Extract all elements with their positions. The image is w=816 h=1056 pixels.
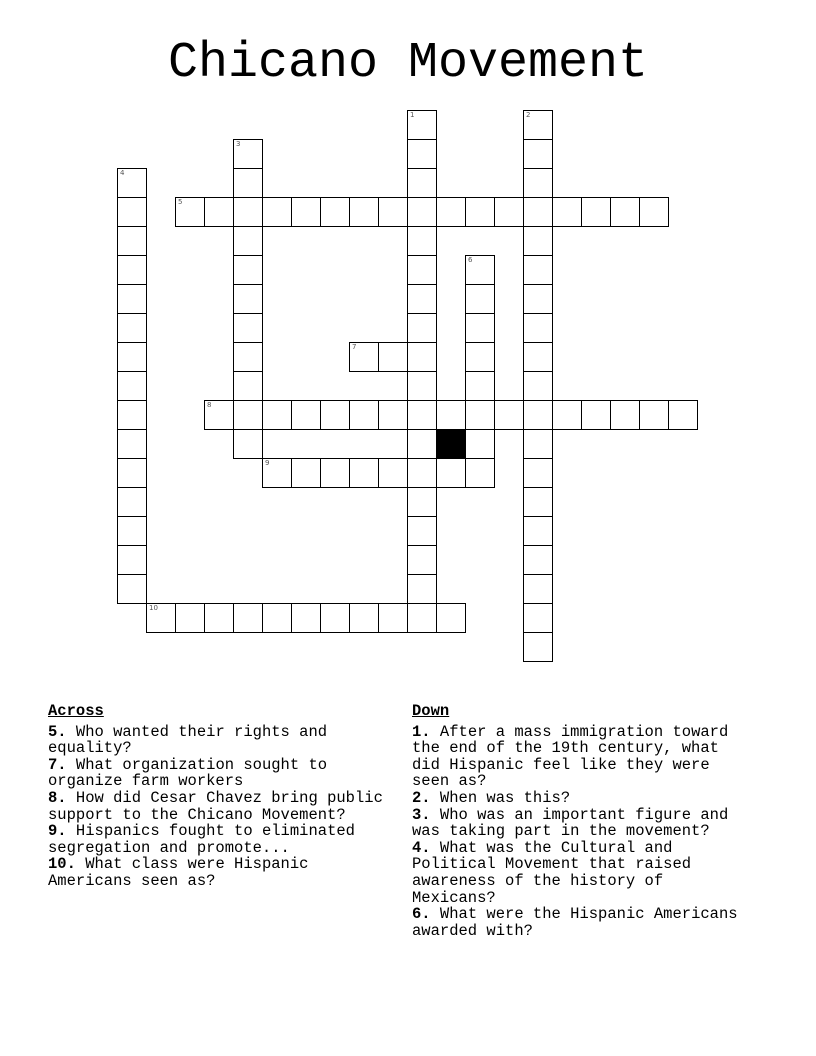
grid-cell[interactable] <box>291 400 321 430</box>
grid-cell[interactable] <box>523 284 553 314</box>
grid-cell[interactable] <box>523 574 553 604</box>
grid-cell[interactable] <box>523 371 553 401</box>
grid-cell[interactable] <box>407 487 437 517</box>
grid-cell[interactable] <box>465 284 495 314</box>
grid-cell[interactable] <box>117 284 147 314</box>
grid-cell[interactable] <box>378 342 408 372</box>
grid-cell[interactable] <box>465 400 495 430</box>
down-clue: 4. What was the Cultural and Political Movement that raised awareness of the history of Mexicans? <box>412 838 692 907</box>
grid-cell[interactable] <box>407 110 437 140</box>
grid-cell[interactable] <box>523 110 553 140</box>
clue-number: 3 <box>236 140 241 148</box>
grid-cell[interactable] <box>262 458 292 488</box>
grid-cell[interactable] <box>465 429 495 459</box>
grid-cell[interactable] <box>407 313 437 343</box>
grid-cell[interactable] <box>436 400 466 430</box>
grid-cell[interactable] <box>436 197 466 227</box>
grid-cell[interactable] <box>233 284 263 314</box>
grid-cell[interactable] <box>378 458 408 488</box>
grid-cell[interactable] <box>523 168 553 198</box>
grid-cell[interactable] <box>581 197 611 227</box>
grid-cell[interactable] <box>465 255 495 285</box>
grid-cell[interactable] <box>117 545 147 575</box>
grid-cell[interactable] <box>117 313 147 343</box>
grid-cell[interactable] <box>233 342 263 372</box>
grid-cell[interactable] <box>349 342 379 372</box>
grid-cell[interactable] <box>233 139 263 169</box>
grid-cell[interactable] <box>233 168 263 198</box>
grid-cell[interactable] <box>349 197 379 227</box>
grid-cell[interactable] <box>523 603 553 633</box>
down-clue: 1. After a mass immigration toward the end of the 19th century, what did Hispanic feel like they were seen as? <box>412 722 729 791</box>
grid-cell[interactable] <box>523 313 553 343</box>
grid-cell[interactable] <box>117 197 147 227</box>
grid-cell[interactable] <box>407 603 437 633</box>
grid-cell[interactable] <box>523 400 553 430</box>
grid-cell[interactable] <box>436 603 466 633</box>
grid-cell[interactable] <box>262 400 292 430</box>
grid-cell[interactable] <box>117 487 147 517</box>
grid-cell[interactable] <box>117 168 147 198</box>
grid-cell[interactable] <box>465 371 495 401</box>
grid-cell[interactable] <box>523 226 553 256</box>
across-clue: 8. How did Cesar Chavez bring public support to the Chicano Movement? <box>48 788 383 824</box>
grid-cell[interactable] <box>117 516 147 546</box>
grid-cell[interactable] <box>523 197 553 227</box>
grid-cell[interactable] <box>320 603 350 633</box>
across-heading: Across <box>48 702 104 720</box>
grid-cell[interactable] <box>465 313 495 343</box>
across-clues <box>48 703 398 890</box>
clue-number: 1 <box>410 111 415 119</box>
grid-cell[interactable] <box>378 400 408 430</box>
across-clue: 9. Hispanics fought to eliminated segregation and promote... <box>48 822 355 857</box>
grid-cell[interactable] <box>407 284 437 314</box>
grid-cell[interactable] <box>117 574 147 604</box>
grid-cell[interactable] <box>407 429 437 459</box>
grid-cell[interactable] <box>436 458 466 488</box>
black-cell <box>436 429 466 459</box>
across-clue: 5. Who wanted their rights and equality? <box>48 722 328 758</box>
clue-number: 6 <box>468 256 473 264</box>
grid-cell[interactable] <box>378 603 408 633</box>
grid-cell[interactable] <box>407 342 437 372</box>
grid-cell[interactable] <box>494 197 524 227</box>
grid-cell[interactable] <box>291 197 321 227</box>
grid-cell[interactable] <box>552 400 582 430</box>
clue-number: 4 <box>120 169 125 177</box>
grid-cell[interactable] <box>146 603 176 633</box>
grid-cell[interactable] <box>233 313 263 343</box>
grid-cell[interactable] <box>320 458 350 488</box>
grid-cell[interactable] <box>117 342 147 372</box>
grid-cell[interactable] <box>523 429 553 459</box>
grid-cell[interactable] <box>117 458 147 488</box>
grid-cell[interactable] <box>523 545 553 575</box>
grid-cell[interactable] <box>204 603 234 633</box>
grid-cell[interactable] <box>233 371 263 401</box>
grid-cell[interactable] <box>610 197 640 227</box>
across-clue: 10. What class were Hispanic Americans seen as? <box>48 855 309 890</box>
grid-cell[interactable] <box>204 197 234 227</box>
grid-cell[interactable] <box>494 400 524 430</box>
clue-number: 7 <box>352 343 357 351</box>
grid-cell[interactable] <box>320 197 350 227</box>
clue-number: 10 <box>149 604 158 612</box>
grid-cell[interactable] <box>668 400 698 430</box>
grid-cell[interactable] <box>523 632 553 662</box>
grid-cell[interactable] <box>581 400 611 430</box>
grid-cell[interactable] <box>407 371 437 401</box>
grid-cell[interactable] <box>639 400 669 430</box>
grid-cell[interactable] <box>407 545 437 575</box>
grid-cell[interactable] <box>407 574 437 604</box>
grid-cell[interactable] <box>523 139 553 169</box>
grid-cell[interactable] <box>378 197 408 227</box>
grid-cell[interactable] <box>262 603 292 633</box>
grid-cell[interactable] <box>610 400 640 430</box>
grid-cell[interactable] <box>465 197 495 227</box>
grid-cell[interactable] <box>175 197 205 227</box>
clue-number: 5 <box>178 198 183 206</box>
grid-cell[interactable] <box>523 342 553 372</box>
grid-cell[interactable] <box>117 371 147 401</box>
grid-cell[interactable] <box>117 255 147 285</box>
grid-cell[interactable] <box>407 139 437 169</box>
down-heading: Down <box>412 702 450 720</box>
grid-cell[interactable] <box>233 226 263 256</box>
grid-cell[interactable] <box>117 429 147 459</box>
down-clue-list <box>412 724 742 940</box>
grid-cell[interactable] <box>523 516 553 546</box>
grid-cell[interactable] <box>262 197 292 227</box>
grid-cell[interactable] <box>407 458 437 488</box>
grid-cell[interactable] <box>233 255 263 285</box>
grid-cell[interactable] <box>407 400 437 430</box>
down-clue: 6. What were the Hispanic Americans awarded with? <box>412 905 738 940</box>
grid-cell[interactable] <box>291 603 321 633</box>
clue-number: 9 <box>265 459 270 467</box>
clue-number: 2 <box>526 111 531 119</box>
clue-number: 8 <box>207 401 212 409</box>
grid-cell[interactable] <box>523 458 553 488</box>
grid-cell[interactable] <box>175 603 205 633</box>
grid-cell[interactable] <box>407 226 437 256</box>
grid-cell[interactable] <box>349 603 379 633</box>
across-clue: 7. What organization sought to organize farm workers <box>48 755 328 791</box>
grid-cell[interactable] <box>233 400 263 430</box>
grid-cell[interactable] <box>233 429 263 459</box>
grid-cell[interactable] <box>465 458 495 488</box>
down-clue: 2. When was this? <box>412 788 571 807</box>
grid-cell[interactable] <box>639 197 669 227</box>
grid-cell[interactable] <box>204 400 234 430</box>
grid-cell[interactable] <box>552 197 582 227</box>
grid-cell[interactable] <box>117 226 147 256</box>
down-clues <box>412 703 742 939</box>
grid-cell[interactable] <box>407 255 437 285</box>
page-title: Chicano Movement <box>167 35 649 92</box>
across-clue-list <box>48 724 398 890</box>
grid-cell[interactable] <box>349 458 379 488</box>
grid-cell[interactable] <box>291 458 321 488</box>
grid-cell[interactable] <box>407 516 437 546</box>
grid-cell[interactable] <box>523 487 553 517</box>
grid-cell[interactable] <box>320 400 350 430</box>
grid-cell[interactable] <box>407 197 437 227</box>
grid-cell[interactable] <box>233 197 263 227</box>
grid-cell[interactable] <box>523 255 553 285</box>
grid-cell[interactable] <box>465 342 495 372</box>
grid-cell[interactable] <box>407 168 437 198</box>
grid-cell[interactable] <box>233 603 263 633</box>
down-clue: 3. Who was an important figure and was taking part in the movement? <box>412 805 729 841</box>
grid-cell[interactable] <box>117 400 147 430</box>
grid-cell[interactable] <box>349 400 379 430</box>
